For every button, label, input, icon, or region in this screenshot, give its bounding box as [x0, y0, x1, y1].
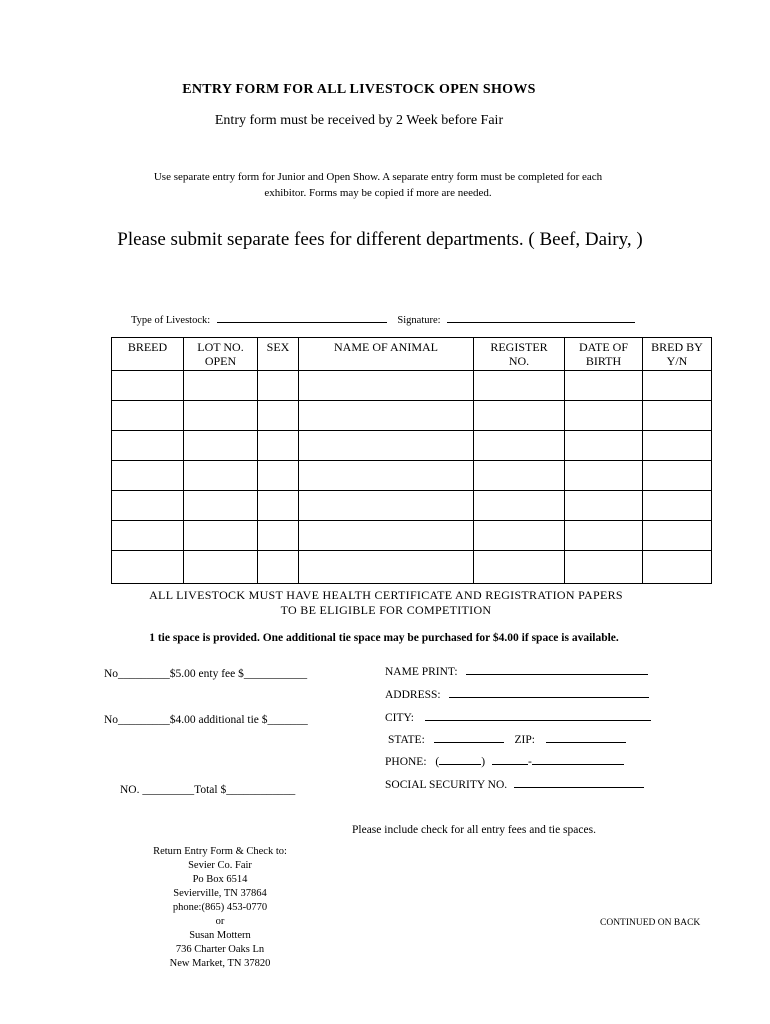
zip-label: ZIP:	[514, 734, 535, 746]
type-of-livestock-field[interactable]	[217, 310, 387, 323]
table-cell[interactable]	[184, 491, 258, 521]
header-bred-by: BRED BY Y/N	[643, 338, 712, 371]
instructions-line-2: exhibitor. Forms may be copied if more are needed.	[264, 187, 492, 199]
table-cell[interactable]	[565, 461, 643, 491]
phone-close-paren: )	[481, 756, 486, 768]
entry-fee-field[interactable]: No_________$5.00 enty fee $___________	[104, 668, 308, 680]
table-cell[interactable]	[474, 521, 565, 551]
table-cell[interactable]	[184, 401, 258, 431]
phone-dash: -	[527, 756, 532, 768]
name-print-field[interactable]	[466, 662, 648, 675]
table-cell[interactable]	[184, 431, 258, 461]
phone-area-code-field[interactable]	[439, 752, 481, 765]
table-cell[interactable]	[184, 371, 258, 401]
state-label: STATE:	[388, 734, 425, 746]
table-cell[interactable]	[299, 401, 474, 431]
return-line: Susan Mottern	[189, 930, 251, 941]
table-cell[interactable]	[643, 521, 712, 551]
health-note-line-1: ALL LIVESTOCK MUST HAVE HEALTH CERTIFICATE AND REGISTRATION PAPERS	[149, 588, 623, 602]
type-signature-line	[131, 310, 635, 326]
table-cell[interactable]	[299, 431, 474, 461]
phone-prefix-field[interactable]	[492, 752, 528, 765]
table-cell[interactable]	[299, 371, 474, 401]
tie-space-note: 1 tie space is provided. One additional tie space may be purchased for $4.00 if space is available.	[149, 632, 619, 644]
table-cell[interactable]	[643, 551, 712, 584]
total-fee-field[interactable]: NO. _________Total $____________	[120, 784, 296, 796]
table-cell[interactable]	[184, 521, 258, 551]
table-cell[interactable]	[258, 431, 299, 461]
table-row	[112, 491, 712, 521]
table-cell[interactable]	[299, 491, 474, 521]
table-cell[interactable]	[643, 431, 712, 461]
table-row	[112, 461, 712, 491]
table-cell[interactable]	[258, 461, 299, 491]
continued-on-back: CONTINUED ON BACK	[600, 918, 701, 928]
table-cell[interactable]	[258, 401, 299, 431]
table-cell[interactable]	[565, 491, 643, 521]
phone-row	[385, 752, 624, 768]
form-title: ENTRY FORM FOR ALL LIVESTOCK OPEN SHOWS	[182, 82, 536, 97]
table-cell[interactable]	[112, 401, 184, 431]
zip-field[interactable]	[546, 730, 626, 743]
type-of-livestock-label: Type of Livestock:	[131, 315, 211, 326]
table-cell[interactable]	[112, 491, 184, 521]
return-line: phone:(865) 453-0770	[172, 902, 268, 913]
table-cell[interactable]	[565, 551, 643, 584]
table-header-row	[112, 338, 712, 371]
state-zip-row	[388, 730, 626, 746]
separate-fees-note: Please submit separate fees for different departments. ( Beef, Dairy, )	[117, 229, 643, 250]
return-line: New Market, TN 37820	[169, 958, 271, 969]
table-cell[interactable]	[474, 431, 565, 461]
table-row	[112, 551, 712, 584]
table-cell[interactable]	[258, 491, 299, 521]
table-cell[interactable]	[299, 551, 474, 584]
return-line: Po Box 6514	[192, 874, 248, 885]
city-row	[385, 708, 651, 724]
header-sex: SEX	[258, 338, 299, 371]
phone-line-field[interactable]	[532, 752, 624, 765]
table-cell[interactable]	[299, 521, 474, 551]
table-row	[112, 371, 712, 401]
table-cell[interactable]	[112, 521, 184, 551]
name-print-label: NAME PRINT:	[385, 666, 458, 678]
table-cell[interactable]	[565, 371, 643, 401]
return-address-block	[110, 845, 330, 971]
table-cell[interactable]	[184, 551, 258, 584]
health-certificate-note	[112, 588, 660, 618]
return-line: Sevier Co. Fair	[188, 860, 252, 871]
include-check-note: Please include check for all entry fees and tie spaces.	[352, 824, 596, 836]
signature-label: Signature:	[397, 315, 441, 326]
address-row	[385, 685, 649, 701]
table-cell[interactable]	[258, 551, 299, 584]
table-cell[interactable]	[565, 521, 643, 551]
header-name-of-animal: NAME OF ANIMAL	[299, 338, 474, 371]
header-breed: BREED	[112, 338, 184, 371]
instructions-line-1: Use separate entry form for Junior and Open Show. A separate entry form must be completed for each	[153, 171, 603, 183]
table-cell[interactable]	[112, 551, 184, 584]
instructions	[108, 169, 648, 201]
table-cell[interactable]	[643, 491, 712, 521]
table-bottom-rule	[111, 583, 711, 584]
address-field[interactable]	[449, 685, 649, 698]
state-field[interactable]	[434, 730, 504, 743]
ssn-field[interactable]	[514, 775, 644, 788]
table-cell[interactable]	[474, 401, 565, 431]
table-cell[interactable]	[565, 431, 643, 461]
table-cell[interactable]	[474, 371, 565, 401]
ssn-label: SOCIAL SECURITY NO.	[385, 779, 508, 791]
livestock-entry-table	[111, 337, 712, 584]
table-cell[interactable]	[474, 491, 565, 521]
table-cell[interactable]	[112, 461, 184, 491]
city-label: CITY:	[385, 712, 414, 724]
return-line: Return Entry Form & Check to:	[153, 846, 287, 857]
name-print-row	[385, 662, 648, 678]
header-date-of-birth: DATE OF BIRTH	[565, 338, 643, 371]
header-register-no: REGISTER NO.	[474, 338, 565, 371]
table-cell[interactable]	[643, 461, 712, 491]
table-cell[interactable]	[643, 401, 712, 431]
health-note-line-2: TO BE ELIGIBLE FOR COMPETITION	[280, 603, 492, 617]
table-row	[112, 401, 712, 431]
table-row	[112, 521, 712, 551]
phone-label: PHONE:	[385, 756, 427, 768]
return-line: Sevierville, TN 37864	[173, 888, 267, 899]
header-lot-no: LOT NO. OPEN	[184, 338, 258, 371]
table-cell[interactable]	[112, 371, 184, 401]
table-cell[interactable]	[474, 461, 565, 491]
table-cell[interactable]	[258, 521, 299, 551]
additional-tie-fee-field[interactable]: No_________$4.00 additional tie $_______	[104, 714, 308, 726]
return-line: or	[215, 916, 225, 927]
return-line: 736 Charter Oaks Ln	[175, 944, 265, 955]
table-cell[interactable]	[474, 551, 565, 584]
table-cell[interactable]	[112, 431, 184, 461]
ssn-row	[385, 775, 644, 791]
address-label: ADDRESS:	[385, 689, 441, 701]
table-cell[interactable]	[258, 371, 299, 401]
phone-open-paren: (	[435, 756, 440, 768]
signature-field[interactable]	[447, 310, 635, 323]
city-field[interactable]	[425, 708, 651, 721]
table-cell[interactable]	[299, 461, 474, 491]
table-cell[interactable]	[565, 401, 643, 431]
table-cell[interactable]	[184, 461, 258, 491]
form-subtitle: Entry form must be received by 2 Week before Fair	[214, 113, 504, 128]
table-row	[112, 431, 712, 461]
table-cell[interactable]	[643, 371, 712, 401]
